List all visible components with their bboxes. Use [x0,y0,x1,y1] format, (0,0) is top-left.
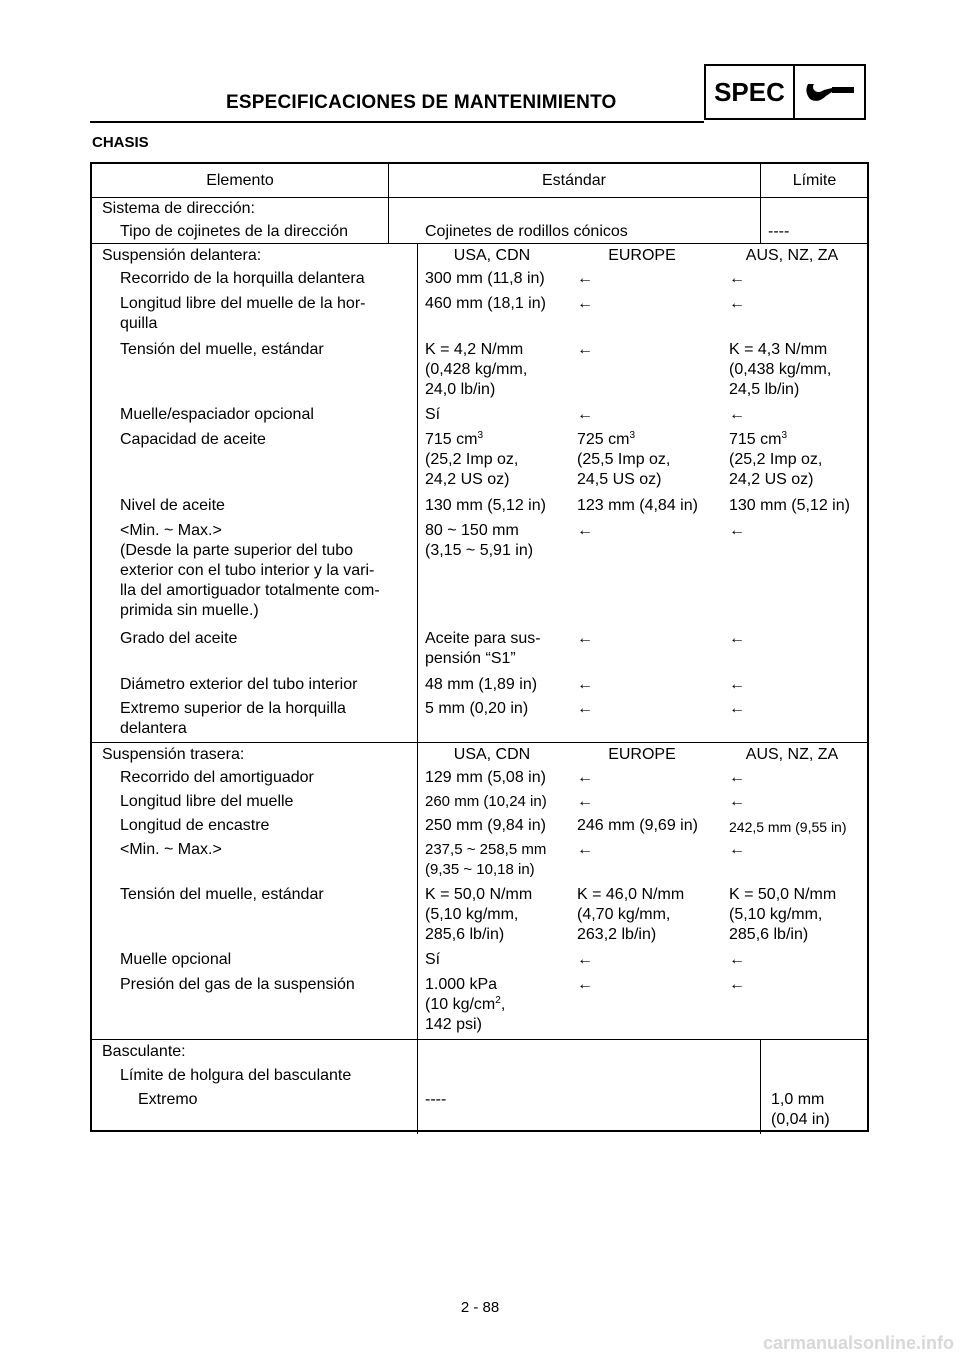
front-usa-extra: (25,2 Imp oz, 24,2 US oz) [425,451,519,488]
column-rule [417,1039,418,1134]
front-aus: K = 4,3 N/mm (0,438 kg/mm, 24,5 lb/in) [729,341,832,398]
front-usa: Sí [425,406,441,423]
rear-usa-extra: (10 $kg/cm^2$, [425,995,506,1013]
rear-item: <Min. ~ Max.> [120,841,222,858]
front-aus: ← [729,270,745,287]
front-aus: ← [729,295,745,312]
front-usa: Aceite para sus- pensión “S1” [425,630,541,667]
front-eur: 725 $cm^3$ [577,430,636,448]
front-title: Suspensión delantera: [102,247,262,264]
front-usa: 460 mm (18,1 in) [425,295,546,312]
swingarm-item: Límite de holgura del basculante [120,1067,352,1084]
rear-item: Longitud de encastre [120,817,270,834]
swingarm-title: Basculante: [102,1043,186,1060]
front-usa: K = 4,2 N/mm (0,428 kg/mm, 24,0 lb/in) [425,341,528,398]
front-usa: 5 mm (0,20 in) [425,700,529,717]
rear-item: Muelle opcional [120,951,232,968]
front-item: Grado del aceite [120,630,238,647]
front-aus: ← [729,406,745,423]
row-rule [92,243,867,244]
steering-item: Tipo de cojinetes de la dirección [120,223,348,240]
front-aus: 130 mm (5,12 in) [729,497,850,514]
rear-usa-extra: 142 psi) [425,1016,482,1033]
column-rule [760,1039,761,1134]
rear-eur: ← [577,951,593,968]
front-item: Recorrido de la horquilla delantera [120,270,365,287]
chassis-spec-table [90,162,869,1132]
region-aus: AUS, NZ, ZA [745,247,839,264]
front-aus: ← [729,630,745,647]
rear-usa: 237,5 ~ 258,5 mm (9,35 ~ 10,18 in) [425,841,547,878]
spec-label: SPEC [706,66,795,118]
col-header-elemento: Elemento [206,172,274,189]
page-number: 2 - 88 [460,1299,500,1316]
region-europe: EUROPE [608,746,676,763]
front-aus: ← [729,700,745,717]
rear-aus: ← [729,793,745,810]
row-rule [92,197,867,198]
front-aus: ← [729,676,745,693]
region-usa: USA, CDN [453,746,531,763]
steering-std: Cojinetes de rodillos cónicos [425,223,628,240]
rear-eur: 246 mm (9,69 in) [577,817,698,834]
swingarm-std: ---- [425,1091,447,1108]
spec-badge [704,64,866,120]
rear-aus: ← [729,951,745,968]
rear-eur: ← [577,769,593,786]
front-eur: ← [577,406,593,423]
rear-aus: ← [729,976,745,993]
rear-eur: ← [577,841,593,858]
rear-usa: 129 mm (5,08 in) [425,769,546,786]
front-usa: 80 ~ 150 mm (3,15 ~ 5,91 in) [425,522,534,559]
wrench-icon [795,66,864,118]
front-eur: ← [577,295,593,312]
rear-usa: 250 mm (9,84 in) [425,817,546,834]
front-aus: 715 $cm^3$ [729,430,788,448]
front-usa: 130 mm (5,12 in) [425,497,546,514]
front-eur: ← [577,676,593,693]
header-rule [90,121,704,123]
front-eur: ← [577,630,593,647]
front-item: Longitud libre del muelle de la hor- quilla [120,295,366,332]
row-rule [92,742,867,743]
front-eur: ← [577,700,593,717]
swingarm-sub: Extremo [138,1091,198,1108]
rear-usa: Sí [425,951,441,968]
rear-item: Tensión del muelle, estándar [120,886,324,903]
front-aus-extra: (25,2 Imp oz, 24,2 US oz) [729,451,823,488]
rear-aus: K = 50,0 N/mm (5,10 kg/mm, 285,6 lb/in) [729,886,837,943]
rear-item: Longitud libre del muelle [120,793,294,810]
rear-usa: 260 mm (10,24 in) [425,793,547,810]
region-europe: EUROPE [608,247,676,264]
rear-item: Presión del gas de la suspensión [120,976,355,993]
rear-aus: ← [729,769,745,786]
rear-usa: 1.000 kPa [425,976,498,993]
section-title: CHASIS [92,134,149,151]
front-item: Tensión del muelle, estándar [120,341,324,358]
page-header-title: ESPECIFICACIONES DE MANTENIMIENTO [226,92,617,113]
front-eur: ← [577,341,593,358]
front-usa: 715 $cm^3$ [425,430,484,448]
swingarm-limit: 1,0 mm (0,04 in) [771,1091,830,1128]
front-item: Nivel de aceite [120,497,225,514]
front-item: Muelle/espaciador opcional [120,406,314,423]
front-item: Capacidad de aceite [120,431,266,448]
rear-eur: ← [577,976,593,993]
front-aus: ← [729,522,745,539]
front-item: <Min. ~ Max.> (Desde la parte superior del tubo exterior con el tubo interior y la vari- lla del amortiguador totalmente com- primida sin muelle.) [120,522,380,619]
rear-eur: K = 46,0 N/mm (4,70 kg/mm, 263,2 lb/in) [577,886,685,943]
region-aus: AUS, NZ, ZA [745,746,839,763]
front-usa: 48 mm (1,89 in) [425,676,538,693]
rear-aus: ← [729,841,745,858]
front-item: Diámetro exterior del tubo interior [120,676,358,693]
watermark: carmanualsonline.info [762,1333,954,1353]
steering-title: Sistema de dirección: [102,200,255,217]
front-eur-extra: (25,5 Imp oz, 24,5 US oz) [577,451,671,488]
front-item: Extremo superior de la horquilla delantera [120,700,346,737]
row-rule [92,1039,867,1040]
rear-item: Recorrido del amortiguador [120,769,314,786]
front-eur: ← [577,522,593,539]
front-eur: ← [577,270,593,287]
rear-aus: 242,5 mm (9,55 in) [729,819,847,835]
col-header-limite: Límite [792,172,837,189]
front-eur: 123 mm (4,84 in) [577,497,698,514]
region-usa: USA, CDN [453,247,531,264]
rear-eur: ← [577,793,593,810]
front-usa: 300 mm (11,8 in) [425,270,545,287]
rear-title: Suspensión trasera: [102,746,245,763]
rear-usa: K = 50,0 N/mm (5,10 kg/mm, 285,6 lb/in) [425,886,533,943]
col-header-estandar: Estándar [541,172,607,189]
steering-limit: ---- [768,223,790,240]
column-rule [417,243,418,1040]
